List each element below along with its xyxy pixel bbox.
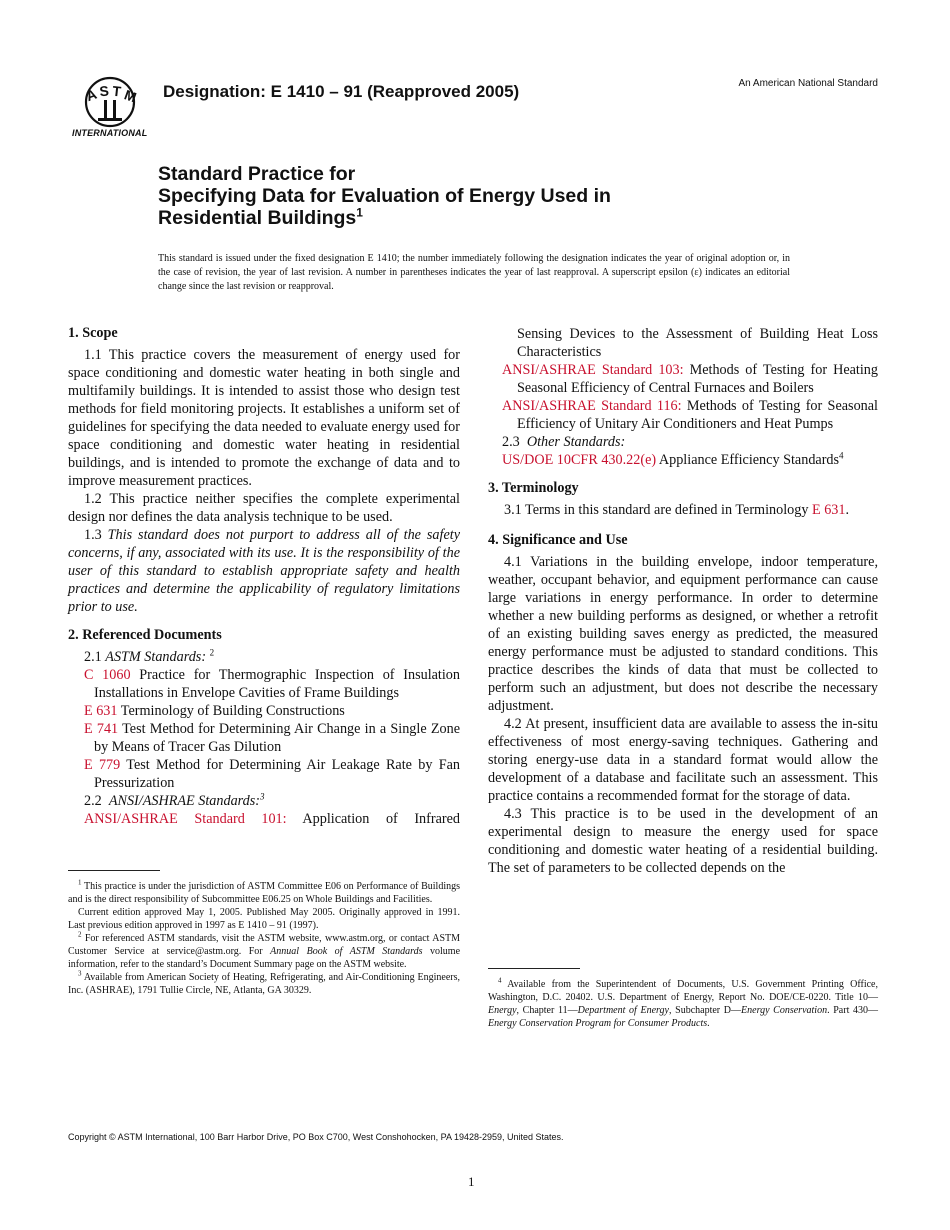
- ref-title-e779: Test Method for Determining Air Leakage Rate by Fan Pressurization: [94, 757, 460, 791]
- title-line-1: Standard Practice for: [158, 163, 356, 185]
- footnote-4-text-d: . Part 430—: [827, 1005, 878, 1016]
- footnote-1-edition: Current edition approved May 1, 2005. Published May 2005. Originally approved in 1991. Last previous edition approved in 1997 as E 1410 – 91 (1997).: [68, 907, 460, 931]
- ref-link-doe[interactable]: US/DOE 10CFR 430.22(e): [502, 452, 657, 468]
- ref-title-e741: Test Method for Determining Air Change in a Single Zone by Means of Tracer Gas Dilution: [94, 721, 460, 755]
- subsection-2-1-number: 2.1: [84, 649, 102, 665]
- ref-e741: [68, 720, 460, 756]
- ref-link-e741[interactable]: E 741: [84, 721, 119, 737]
- right-column: [488, 325, 878, 877]
- ref-link-terminology-e631[interactable]: E 631: [811, 502, 846, 518]
- footnote-4-text-e: .: [707, 1018, 710, 1029]
- paragraph-4-1: 4.1 Variations in the building envelope, indoor temperature, weather, occupant behavior, and equipment performance can cause large variations in energy performance. In order to determine whether a new building performs as designed, or whether a retrofit of an existing building saves energy as predicted, the measured energy performance must be adjusted to standard conditions. This practice describes the kinds of data that must be collected to perform such an adjustment, but does not describe the necessary adjustment.: [488, 554, 878, 714]
- paragraph-1-3-text: This standard does not purport to address all of the safety concerns, if any, associated with its use. It is the responsibility of the user of this standard to establish appropriate safety and health practices and determine the applicability of regulatory limitations prior to use.: [68, 527, 460, 615]
- title-line-3: [158, 207, 611, 229]
- subsection-2-3-title: Other Standards:: [526, 434, 626, 450]
- footnote-4-text-c: , Subchapter D—: [668, 1005, 742, 1016]
- paragraph-4-3: 4.3 This practice is to be used in the development of an experimental design to measure the energy used for space conditioning and domestic water heating of a residential building. The set of parameters to be collected depends on the: [488, 806, 878, 876]
- footnote-2-mark: 2: [78, 930, 82, 939]
- footnote-2-italic: Annual Book of ASTM Standards: [270, 946, 423, 957]
- section-heading-scope: 1. Scope: [68, 325, 118, 341]
- footnote-2-text-a: For referenced ASTM standards, visit the ASTM website, www.astm.org, or contact ASTM Customer Service at service@astm.org. For: [68, 933, 461, 957]
- ref-link-e779[interactable]: E 779: [84, 757, 121, 773]
- footnote-3-mark: 3: [78, 969, 82, 978]
- ref-ashrae-101-continued: Sensing Devices to the Assessment of Building Heat Loss Characteristics: [517, 326, 878, 360]
- ref-ashrae-116: [488, 397, 878, 433]
- left-column: [68, 324, 460, 828]
- footnote-2: [68, 932, 460, 971]
- national-standard-label: An American National Standard: [738, 78, 878, 89]
- footnote-4-text-a: Available from the Superintendent of Documents, U.S. Government Printing Office, Washington, D.C. 20402. U.S. Department of Energy, Report No. DOE/CE-0220. Title 10—: [488, 979, 878, 1003]
- paragraph-3-1: [488, 501, 878, 519]
- ref-title-e631: Terminology of Building Constructions: [120, 703, 345, 719]
- footnote-4-italic-4: Energy Conservation Program for Consumer Products: [488, 1018, 708, 1029]
- svg-text:S: S: [98, 82, 110, 100]
- footnote-4-italic-1: Energy: [488, 1005, 517, 1016]
- footnote-divider-right: [488, 968, 580, 969]
- ref-ashrae-101: [68, 810, 460, 828]
- title-line-2: Specifying Data for Evaluation of Energy Used in: [158, 185, 611, 207]
- footnote-4-mark: 4: [498, 976, 502, 985]
- astm-logo: [68, 76, 152, 140]
- title-line-3-text: Residential Buildings: [158, 207, 357, 229]
- ref-ashrae-103: [488, 361, 878, 397]
- paragraph-1-3-number: 1.3: [84, 527, 102, 543]
- copyright-notice: Copyright © ASTM International, 100 Barr Harbor Drive, PO Box C700, West Conshohocken, PA 19428-2959, United States.: [68, 1132, 564, 1142]
- paragraph-3-1-text: 3.1 Terms in this standard are defined in Terminology: [504, 502, 809, 518]
- footnote-4-italic-2: Department of Energy: [577, 1005, 669, 1016]
- footnotes-right: [488, 978, 878, 1030]
- footnote-4-text-b: , Chapter 11—: [516, 1005, 578, 1016]
- footnote-3: [68, 971, 460, 997]
- section-heading-referenced: 2. Referenced Documents: [68, 627, 222, 643]
- logo-text: INTERNATIONAL: [72, 128, 148, 138]
- subsection-2-2-title: ANSI/ASHRAE Standards:: [108, 793, 261, 809]
- footnote-mark-4: 4: [839, 450, 844, 461]
- paragraph-1-1: 1.1 This practice covers the measurement of energy used for space conditioning and domestic water heating in both single and multifamily buildings. It is intended to assist those who design test methods for field monitoring projects. It establishes a uniform set of guidelines for specifying the data needed to evaluate energy used for space conditioning and domestic water heating in residential buildings, and is intended to promote the exchange of data and to improve measurement practices.: [68, 347, 460, 489]
- footnotes-left: [68, 880, 460, 997]
- svg-text:T: T: [111, 82, 122, 100]
- issuance-notice: This standard is issued under the fixed designation E 1410; the number immediately following the designation indicates the year of original adoption or, in the case of revision, the year of last revision. A number in parentheses indicates the year of last reapproval. A superscript epsilon (ε) indicates an editorial change since the last revision or reapproval.: [158, 253, 790, 292]
- footnote-mark-2: 2: [209, 647, 215, 658]
- subsection-2-3-number: 2.3: [502, 434, 520, 450]
- ref-link-c1060[interactable]: C 1060: [84, 667, 131, 683]
- ref-title-ashrae-116: Methods of Testing for Seasonal Efficiency of Unitary Air Conditioners and Heat Pumps: [517, 398, 878, 432]
- subsection-2-3: [488, 433, 878, 451]
- ref-title-ashrae-103: Methods of Testing for Heating Seasonal Efficiency of Central Furnaces and Boilers: [517, 362, 878, 396]
- ref-link-ashrae-101[interactable]: ANSI/ASHRAE Standard 101:: [84, 811, 287, 827]
- ref-title-doe: Appliance Efficiency Standards: [658, 452, 840, 468]
- ref-e631: [68, 702, 460, 720]
- footnote-4: [488, 978, 878, 1030]
- subsection-2-2-number: 2.2: [84, 793, 102, 809]
- footnote-mark-3: 3: [260, 791, 265, 802]
- footnote-1-mark: 1: [78, 878, 82, 887]
- footnote-divider-left: [68, 870, 160, 871]
- designation: Designation: E 1410 – 91 (Reapproved 2005): [163, 82, 520, 101]
- paragraph-4-2: 4.2 At present, insufficient data are available to assess the in-situ effectiveness of most energy-saving techniques. Gathering and storing energy-use data in a standard format would allow the development of a database and facilitate such an assessment. This practice contains a recommended format for the storage of data.: [488, 716, 878, 804]
- ref-title-c1060: Practice for Thermographic Inspection of Insulation Installations in Envelope Cavities of Frame Buildings: [94, 667, 460, 701]
- page-number: 1: [468, 1174, 475, 1189]
- section-heading-terminology: 3. Terminology: [488, 480, 579, 496]
- ref-link-ashrae-116[interactable]: ANSI/ASHRAE Standard 116:: [502, 398, 682, 414]
- paragraph-1-3: [68, 526, 460, 616]
- ref-c1060: [68, 666, 460, 702]
- footnote-3-text: Available from American Society of Heating, Refrigerating, and Air-Conditioning Engineers, Inc. (ASHRAE), 1791 Tullie Circle, NE, Atlanta, GA 30329.: [68, 972, 460, 996]
- subsection-2-1: [68, 648, 460, 666]
- document-title: [158, 163, 611, 229]
- subsection-2-2: [68, 792, 460, 810]
- ref-link-ashrae-103[interactable]: ANSI/ASHRAE Standard 103:: [502, 362, 684, 378]
- footnote-1: [68, 880, 460, 906]
- ref-title-ashrae-101-a: Application of Infrared: [302, 811, 461, 827]
- ref-link-e631[interactable]: E 631: [84, 703, 118, 719]
- footnote-4-italic-3: Energy Conservation: [741, 1005, 828, 1016]
- ref-e779: [68, 756, 460, 792]
- title-footnote-mark: 1: [356, 205, 363, 220]
- paragraph-1-2: 1.2 This practice neither specifies the complete experimental design nor defines the data analysis technique to be used.: [68, 491, 460, 525]
- footnote-1-text: This practice is under the jurisdiction of ASTM Committee E06 on Performance of Buildings and is the direct responsibility of Subcommittee E06.25 on Whole Buildings and Facilities.: [68, 881, 460, 905]
- subsection-2-1-title: ASTM Standards:: [105, 649, 207, 665]
- section-heading-significance: 4. Significance and Use: [488, 532, 628, 548]
- paragraph-3-1-end: .: [845, 502, 850, 518]
- footnote-2-text-b: volume information, refer to the standard’s Document Summary page on the ASTM website.: [68, 946, 461, 970]
- ref-doe: [488, 451, 878, 469]
- svg-text:A: A: [83, 85, 99, 105]
- svg-text:M: M: [122, 86, 139, 106]
